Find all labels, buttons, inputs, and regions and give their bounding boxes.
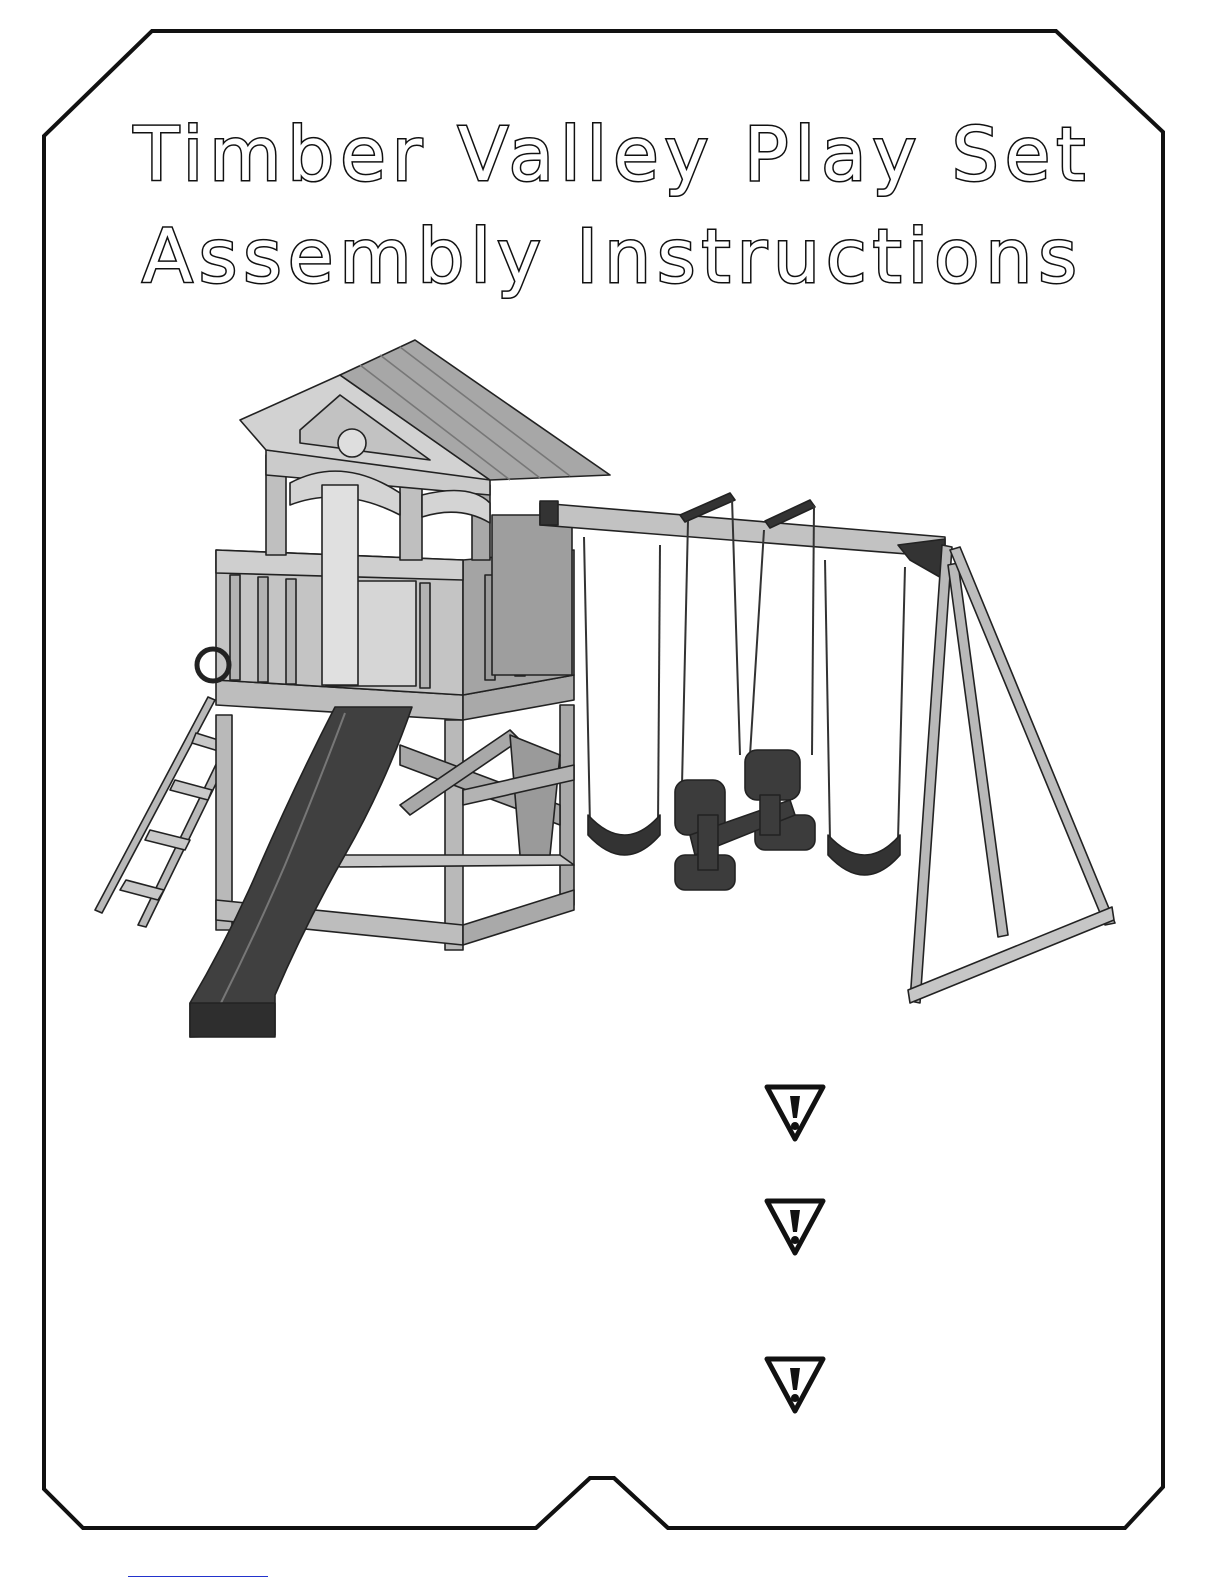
a-frame — [908, 545, 1115, 1003]
footer-link-underline[interactable] — [128, 1576, 268, 1577]
belt-swing-left — [588, 815, 660, 855]
swing-beam — [540, 493, 945, 580]
warning-exclamation-icon — [762, 1196, 828, 1258]
document-title-line-1: Timber Valley Play Set — [133, 112, 1092, 198]
belt-swing-right — [828, 835, 900, 875]
glider-swing — [675, 750, 815, 890]
warning-exclamation-icon — [762, 1082, 828, 1144]
ladder — [95, 697, 230, 927]
warning-exclamation-icon — [762, 1354, 828, 1416]
play-set-illustration — [90, 335, 1130, 1055]
document-title-line-2: Assembly Instructions — [142, 214, 1083, 300]
